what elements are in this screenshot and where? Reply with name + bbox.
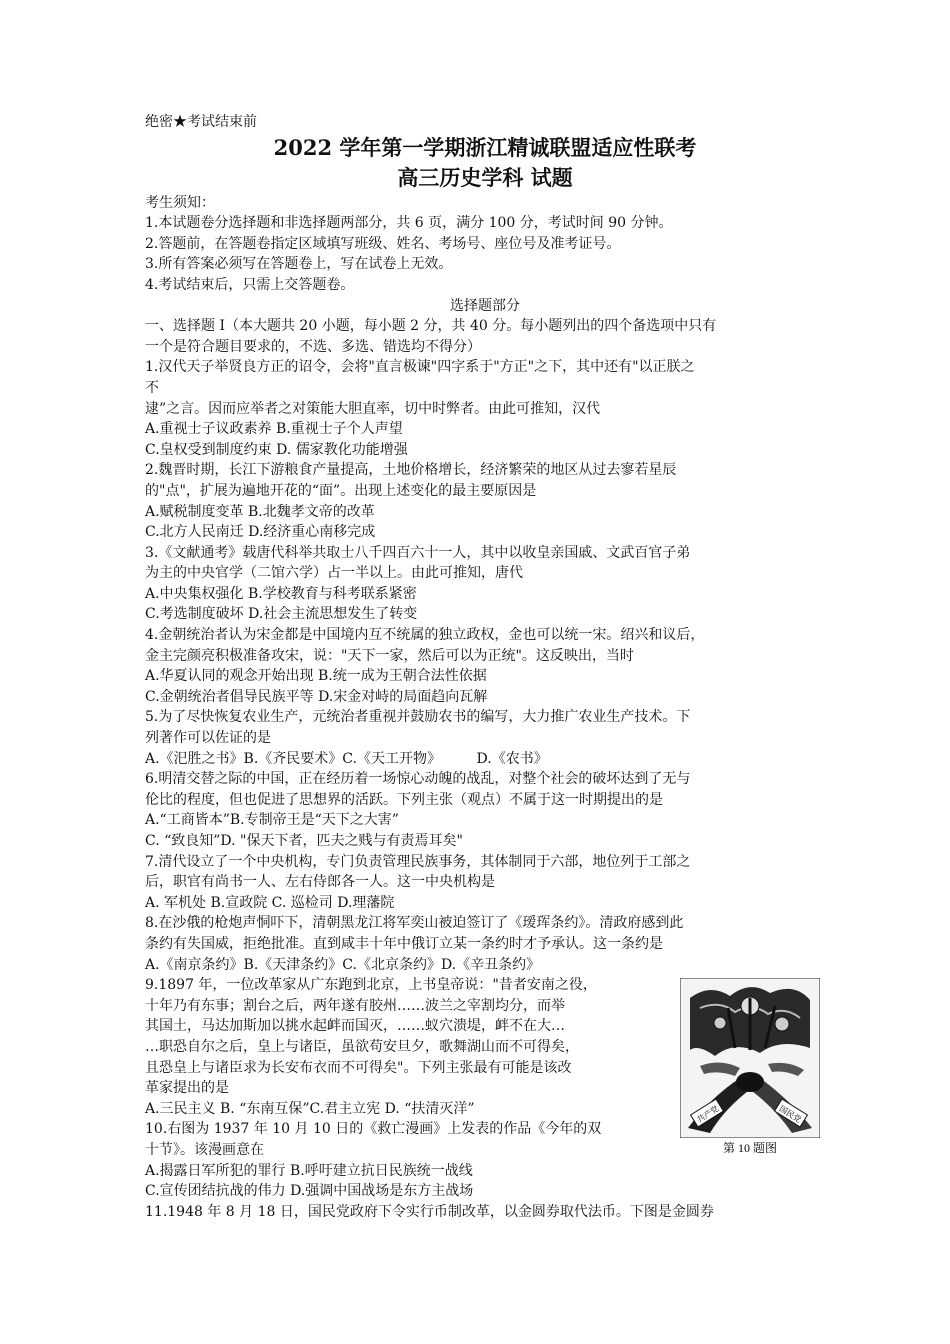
section-intro: 一个是符合题目要求的，不选、多选、错选均不得分） [145, 338, 481, 355]
confidential-mark: 绝密★考试结束前 [145, 114, 257, 130]
section-title: 选择题部分 [450, 297, 520, 314]
question-3 [145, 543, 825, 625]
question-text: 的"点"，扩展为遍地开花的“面”。出现上述变化的最主要原因是 [145, 482, 537, 499]
notice-item: 3.所有答案必须写在答题卷上，写在试卷上无效。 [145, 256, 453, 273]
question-6 [145, 769, 825, 851]
question-text: 8.在沙俄的枪炮声恫吓下，清朝黑龙江将军奕山被迫签订了《瑷珲条约》。清政府感到此 [145, 915, 684, 932]
question-text: 十年乃有东事；割台之后，两年遂有胶州……波兰之宰割均分，而举 [145, 997, 565, 1014]
notice-heading: 考生须知： [145, 194, 215, 211]
notice-item: 2.答题前，在答题卷指定区域填写班级、姓名、考场号、座位号及准考证号。 [145, 235, 621, 252]
question-text: 9.1897 年，一位改革家从广东跑到北京，上书皇帝说："昔者安南之役， [145, 977, 597, 994]
question-text: 且恐皇上与诸臣求为长安布衣而不可得矣"。下列主张最有可能是该改 [145, 1059, 572, 1076]
question-options: C.北方人民南迁 D.经济重心南移完成 [145, 524, 376, 541]
question-options: C.考选制度破坏 D.社会主流思想发生了转变 [145, 606, 418, 623]
question-text: 为主的中央官学（二馆六学）占一半以上。由此可推知，唐代 [145, 565, 523, 582]
question-text: 后，职官有尚书一人、左右侍郎各一人。这一中央机构是 [145, 874, 495, 891]
exam-title: 2022 学年第一学期浙江精诚联盟适应性联考 [273, 134, 697, 160]
question-options: A.《汜胜之书》B.《齐民要术》C.《天工开物》 D.《农书》 [145, 750, 548, 767]
question-text: 7.清代设立了一个中央机构，专门负责管理民族事务，其体制同于六部，地位列于工部之 [145, 853, 691, 870]
question-text: 不 [145, 379, 159, 396]
question-options: C.金朝统治者倡导民族平等 D.宋金对峙的局面趋向瓦解 [145, 688, 488, 705]
question-text: 4.金朝统治者认为宋金都是中国境内互不统属的独立政权，金也可以统一宋。绍兴和议后， [145, 627, 705, 644]
cartoon-image [680, 978, 820, 1138]
question-options: A.“工商皆本”B.专制帝王是“天下之大害” [145, 812, 399, 829]
question-text: 5.为了尽快恢复农业生产，元统治者重视并鼓励农书的编写，大力推广农业生产技术。下 [145, 709, 691, 726]
question-text: 10.右图为 1937 年 10 月 10 日的《救亡漫画》上发表的作品《今年的双 [145, 1121, 602, 1138]
question-text: 其国土，马达加斯加以挑水起衅而国灭，……蚁穴溃堤，衅不在大… [145, 1018, 565, 1035]
question-text: …职恐自尔之后，皇上与诸臣，虽欲苟安旦夕，歌舞湖山而不可得矣， [145, 1038, 579, 1055]
question-text: 1.汉代天子举贤良方正的诏令，会将"直言极谏"四字系于"方正"之下，其中还有"以正朕之 [145, 359, 695, 376]
question-5 [145, 707, 825, 769]
question-text: 伦比的程度，但也促进了思想界的活跃。下列主张（观点）不属于这一时期提出的是 [145, 791, 663, 808]
question-text: 3.《文献通考》载唐代科举共取士八千四百六十一人，其中以收皇亲国戚、文武百官子弟 [145, 544, 691, 561]
cartoon-figure [680, 978, 820, 1163]
question-text: 革家提出的是 [145, 1080, 229, 1097]
question-11 [145, 1202, 825, 1223]
question-options: C.皇权受到制度约束 D. 儒家教化功能增强 [145, 441, 408, 458]
section-intro: 一、选择题 I（本大题共 20 小题，每小题 2 分，共 40 分。每小题列出的四个备选项中只有 [145, 318, 717, 335]
question-text: 条约有失国威，拒绝批准。直到咸丰十年中俄订立某一条约时才予承认。这一条约是 [145, 935, 663, 952]
question-text: 逮”之言。因而应举者之对策能大胆直率，切中时弊者。由此可推知，汉代 [145, 400, 601, 417]
notice-item: 4.考试结束后，只需上交答题卷。 [145, 276, 355, 293]
question-options: A.赋税制度变革 B.北魏孝文帝的改革 [145, 503, 375, 520]
question-text: 11.1948 年 8 月 18 日，国民党政府下令实行币制改革，以金圆券取代法币。下图是金圆券 [145, 1203, 714, 1220]
question-text: 十节》。该漫画意在 [145, 1141, 264, 1158]
question-8 [145, 913, 825, 975]
question-options: A.揭露日军所犯的罪行 B.呼吁建立抗日民族统一战线 [145, 1162, 473, 1179]
question-1 [145, 357, 825, 460]
label-right: 国民党 [777, 1104, 803, 1125]
question-options: C.宣传团结抗战的伟力 D.强调中国战场是东方主战场 [145, 1183, 474, 1200]
question-options: A.重视士子议政素养 B.重视士子个人声望 [145, 421, 403, 438]
question-text: 金主完颜亮积极准备攻宋，说："天下一家，然后可以为正统"。这反映出，当时 [145, 647, 634, 664]
notice-item: 1.本试题卷分选择题和非选择题两部分，共 6 页，满分 100 分，考试时间 90 分钟。 [145, 215, 673, 232]
question-text: 列著作可以佐证的是 [145, 730, 271, 747]
figure-caption: 第 10 题图 [722, 1141, 777, 1155]
question-options: C. “致良知”D. "保天下者，匹夫之贱与有责焉耳矣" [145, 833, 463, 849]
question-4 [145, 625, 825, 707]
question-options: A.《南京条约》B.《天津条约》C.《北京条约》D.《辛丑条约》 [145, 956, 541, 973]
question-options: A.三民主义 B. “东南互保”C.君主立宪 D. “扶清灭洋” [145, 1100, 475, 1117]
exam-subtitle: 高三历史学科 试题 [397, 164, 573, 190]
question-7 [145, 852, 825, 914]
question-2 [145, 460, 825, 542]
label-left: 共产党 [695, 1104, 721, 1125]
question-options: A.中央集权强化 B.学校教育与科考联系紧密 [145, 585, 417, 602]
question-options: A.华夏认同的观念开始出现 B.统一成为王朝合法性依据 [145, 668, 487, 685]
question-text: 2.魏晋时期，长江下游粮食产量提高，土地价格增长，经济繁荣的地区从过去寥若星辰 [145, 462, 677, 479]
question-text: 6.明清交替之际的中国，正在经历着一场惊心动魄的战乱，对整个社会的破坏达到了无与 [145, 771, 691, 788]
question-options: A. 军机处 B.宣政院 C. 巡检司 D.理藩院 [145, 894, 395, 911]
